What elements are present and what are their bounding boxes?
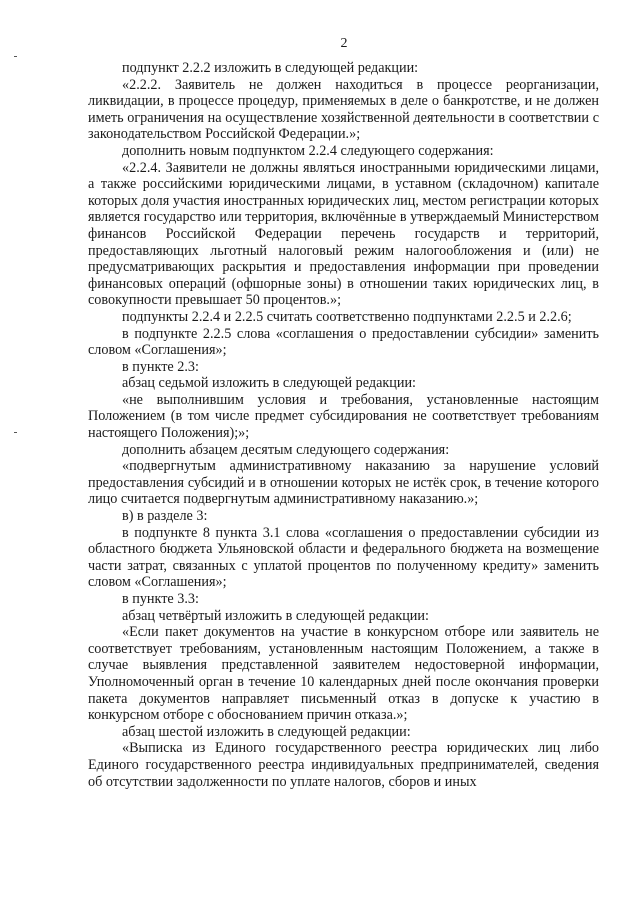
paragraph-quote-tenth: «подвергнутым административному наказанию за нарушение условий предоставления субсидий и в отношении которых не истёк срок, в течение которого лицо считается подвергнутым административному наказанию.»; — [88, 458, 599, 508]
scan-edge-mark — [14, 56, 17, 57]
scan-edge-mark — [14, 432, 17, 433]
page-number: 2 — [340, 36, 348, 51]
paragraph-quote-fourth: «Если пакет документов на участие в конкурсном отборе или заявитель не соответствует требованиям, установленным настоящим Положением, а также в случае выявления представленной заявителем недостоверной информации, Уполномоченный орган в течение 10 календарных дней после окончания проверки пакета документов направляет письменный отказ в допуске к участию в конкурсном отборе с обоснованием причин отказа.»; — [88, 624, 599, 724]
paragraph-3-1-words: в подпункте 8 пункта 3.1 слова «соглашения о предоставлении субсидии из областного бюджета Ульяновской области и федерального бюджета на возмещение части затрат, связанных с уплатой процентов по полученному кредиту» заменить словом «Соглашения»; — [88, 524, 599, 591]
paragraph-quote-sixth: «Выписка из Единого государственного реестра юридических лиц либо Единого государственного реестра индивидуальных предпринимателей, сведения об отсутствии задолженности по уплате налогов, сборов и иных — [88, 740, 599, 790]
paragraph-sixth-abzac: абзац шестой изложить в следующей редакции: — [122, 723, 411, 740]
document-body — [88, 60, 599, 790]
paragraph-seventh-abzac: абзац седьмой изложить в следующей редакции: — [122, 375, 417, 392]
paragraph-point-2-3: в пункте 2.3: — [122, 358, 199, 375]
paragraph-instruction-2-2-2: подпункт 2.2.2 изложить в следующей редакции: — [122, 60, 419, 76]
paragraph-section-3: в) в разделе 3: — [122, 508, 208, 525]
paragraph-instruction-2-2-4: дополнить новым подпунктом 2.2.4 следующего содержания: — [122, 142, 494, 159]
paragraph-quote-seventh: «не выполнившим условия и требования, установленные настоящим Положением (в том числе предмет субсидирования не соответствует требованиям настоящего Положения);»; — [88, 391, 599, 442]
paragraph-2-2-5-words: в подпункте 2.2.5 слова «соглашения о предоставлении субсидии» заменить словом «Соглашения»; — [88, 325, 599, 359]
paragraph-quote-2-2-4: «2.2.4. Заявители не должны являться иностранными юридическими лицами, а также российскими юридическими лицами, в уставном (складочном) капитале которых доля участия иностранных юридических лиц, местом регистрации которых является государство или территория, включённые в утверждаемый Министерством финансов Российской Федерации перечень государств и территорий, предоставляющих льготный налоговый режим налогообложения и (или) не предусматривающих раскрытия и предоставления информации при проведении финансовых операций (офшорные зоны) в отношении таких юридических лиц, в совокупности превышает 50 процентов.»; — [88, 159, 599, 309]
paragraph-quote-2-2-2: «2.2.2. Заявитель не должен находиться в процессе реорганизации, ликвидации, в процессе процедур, применяемых в деле о банкротстве, и не должен иметь ограничения на осуществление хозяйственной деятельности в соответствии с законодательством Российской Федерации.»; — [88, 76, 599, 143]
paragraph-fourth-abzac: абзац четвёртый изложить в следующей редакции: — [122, 607, 429, 624]
paragraph-point-3-3: в пункте 3.3: — [122, 591, 199, 607]
paragraph-tenth-abzac: дополнить абзацем десятым следующего содержания: — [122, 441, 450, 458]
paragraph-renumber: подпункты 2.2.4 и 2.2.5 считать соответственно подпунктами 2.2.5 и 2.2.6; — [122, 308, 572, 325]
